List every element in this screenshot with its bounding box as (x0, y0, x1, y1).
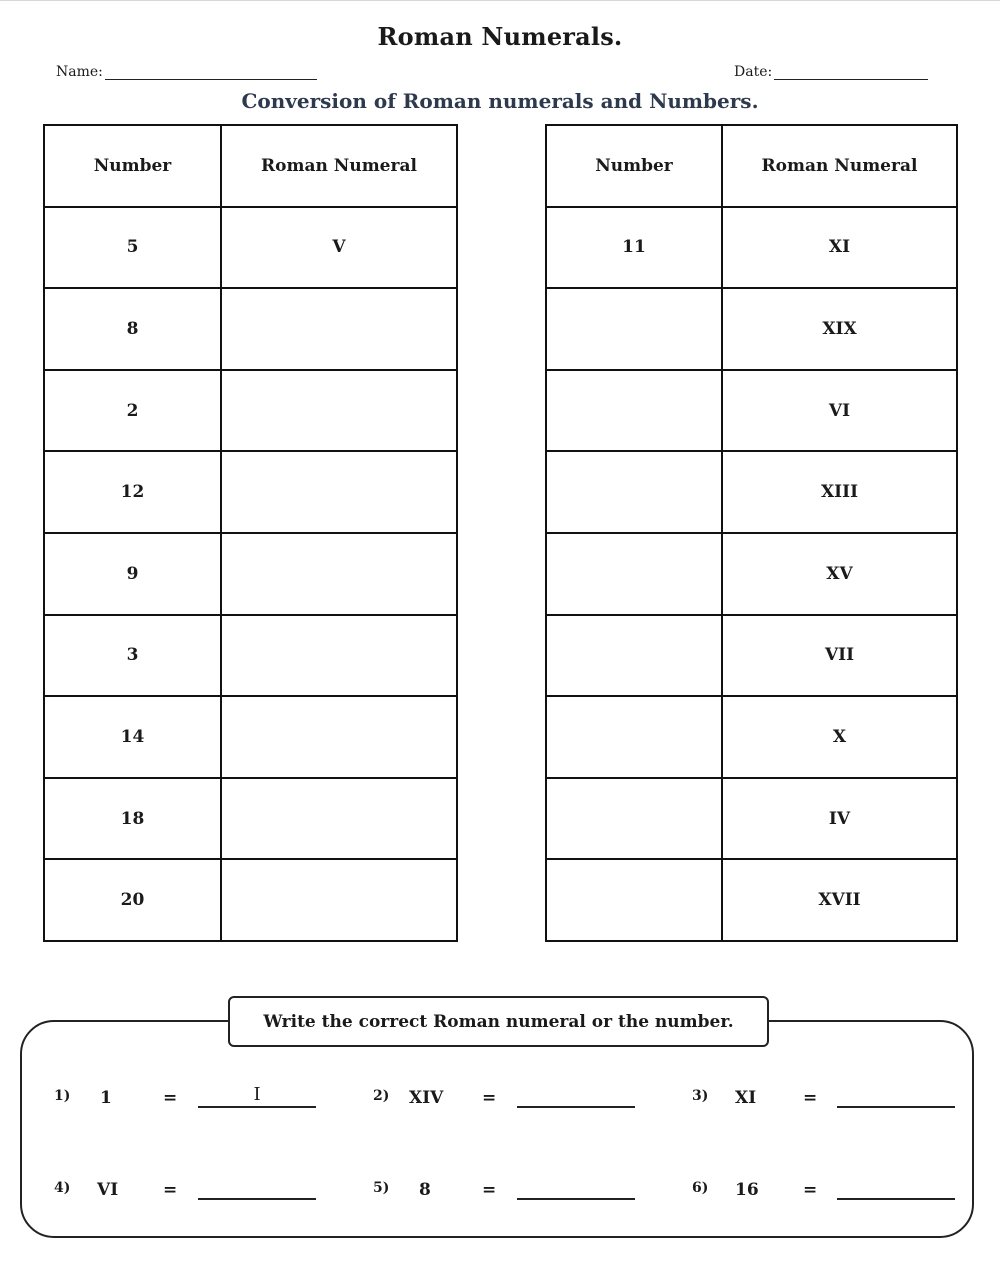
table-row (44, 451, 457, 533)
roman-cell[interactable] (221, 370, 457, 452)
roman-cell[interactable] (221, 696, 457, 778)
roman-cell: IV (722, 778, 957, 860)
roman-cell: XV (722, 533, 957, 615)
number-cell[interactable] (546, 615, 722, 697)
table-row (44, 615, 457, 697)
table-header-row (44, 125, 457, 207)
equals-sign: = (163, 1180, 178, 1200)
table-row (44, 533, 457, 615)
number-cell: 3 (44, 615, 221, 697)
date-label: Date: (734, 64, 773, 80)
column-header-number: Number (546, 125, 722, 207)
table-header-row (546, 125, 957, 207)
table-row (44, 859, 457, 941)
equals-sign: = (482, 1088, 497, 1108)
table-row (546, 451, 957, 533)
table-row (546, 859, 957, 941)
number-cell[interactable] (546, 778, 722, 860)
right-conversion-table (545, 124, 958, 942)
instruction-label: Write the correct Roman numeral or the number. (228, 996, 769, 1047)
number-cell[interactable] (546, 533, 722, 615)
exercise-box (20, 1020, 974, 1238)
roman-cell: VI (722, 370, 957, 452)
date-line[interactable] (774, 65, 928, 80)
page-title: Roman Numerals. (377, 22, 623, 51)
column-header-roman: Roman Numeral (722, 125, 957, 207)
column-header-number: Number (44, 125, 221, 207)
exercise-value: XI (735, 1088, 757, 1108)
table-row (44, 207, 457, 289)
number-cell: 18 (44, 778, 221, 860)
table-row (546, 533, 957, 615)
answer-field[interactable] (517, 1176, 635, 1200)
roman-cell: X (722, 696, 957, 778)
roman-cell: VII (722, 615, 957, 697)
number-cell: 12 (44, 451, 221, 533)
answer-field[interactable] (837, 1176, 955, 1200)
table-row (44, 778, 457, 860)
roman-cell: XI (722, 207, 957, 289)
roman-cell: XIII (722, 451, 957, 533)
exercise-value: XIV (409, 1088, 444, 1108)
exercise-value: 16 (735, 1180, 759, 1200)
roman-cell[interactable] (221, 859, 457, 941)
table-row (546, 370, 957, 452)
exercise-number: 6) (692, 1180, 709, 1196)
number-cell[interactable] (546, 451, 722, 533)
answer-field[interactable] (837, 1084, 955, 1108)
exercise-value: 1 (100, 1088, 112, 1108)
roman-cell[interactable] (221, 451, 457, 533)
number-cell: 8 (44, 288, 221, 370)
table-row (44, 696, 457, 778)
exercise-value: 8 (419, 1180, 431, 1200)
exercise-number: 4) (54, 1180, 71, 1196)
left-conversion-table (43, 124, 458, 942)
equals-sign: = (803, 1088, 818, 1108)
exercise-number: 3) (692, 1088, 709, 1104)
answer-field[interactable] (198, 1176, 316, 1200)
number-cell[interactable]: 11 (546, 207, 722, 289)
table-row (44, 370, 457, 452)
answer-field[interactable]: I (198, 1084, 316, 1108)
table-row (44, 288, 457, 370)
worksheet-subtitle: Conversion of Roman numerals and Numbers. (241, 89, 759, 113)
number-cell[interactable] (546, 859, 722, 941)
table-row (546, 778, 957, 860)
name-field (56, 64, 317, 80)
exercise-number: 1) (54, 1088, 71, 1104)
roman-cell: XVII (722, 859, 957, 941)
number-cell: 2 (44, 370, 221, 452)
exercise-number: 5) (373, 1180, 390, 1196)
roman-cell[interactable] (221, 533, 457, 615)
roman-cell: XIX (722, 288, 957, 370)
number-cell: 20 (44, 859, 221, 941)
name-line[interactable] (105, 65, 317, 80)
table-row (546, 207, 957, 289)
exercise-number: 2) (373, 1088, 390, 1104)
table-row (546, 288, 957, 370)
roman-cell[interactable] (221, 288, 457, 370)
equals-sign: = (163, 1088, 178, 1108)
column-header-roman: Roman Numeral (221, 125, 457, 207)
number-cell[interactable] (546, 696, 722, 778)
roman-cell[interactable] (221, 615, 457, 697)
number-cell: 5 (44, 207, 221, 289)
date-field (734, 64, 928, 80)
roman-cell[interactable]: V (221, 207, 457, 289)
answer-field[interactable] (517, 1084, 635, 1108)
number-cell: 14 (44, 696, 221, 778)
exercise-value: VI (97, 1180, 119, 1200)
page-top-border (0, 0, 1000, 1)
equals-sign: = (482, 1180, 497, 1200)
number-cell[interactable] (546, 370, 722, 452)
table-row (546, 615, 957, 697)
equals-sign: = (803, 1180, 818, 1200)
roman-cell[interactable] (221, 778, 457, 860)
table-row (546, 696, 957, 778)
number-cell[interactable] (546, 288, 722, 370)
name-label: Name: (56, 64, 103, 80)
number-cell: 9 (44, 533, 221, 615)
